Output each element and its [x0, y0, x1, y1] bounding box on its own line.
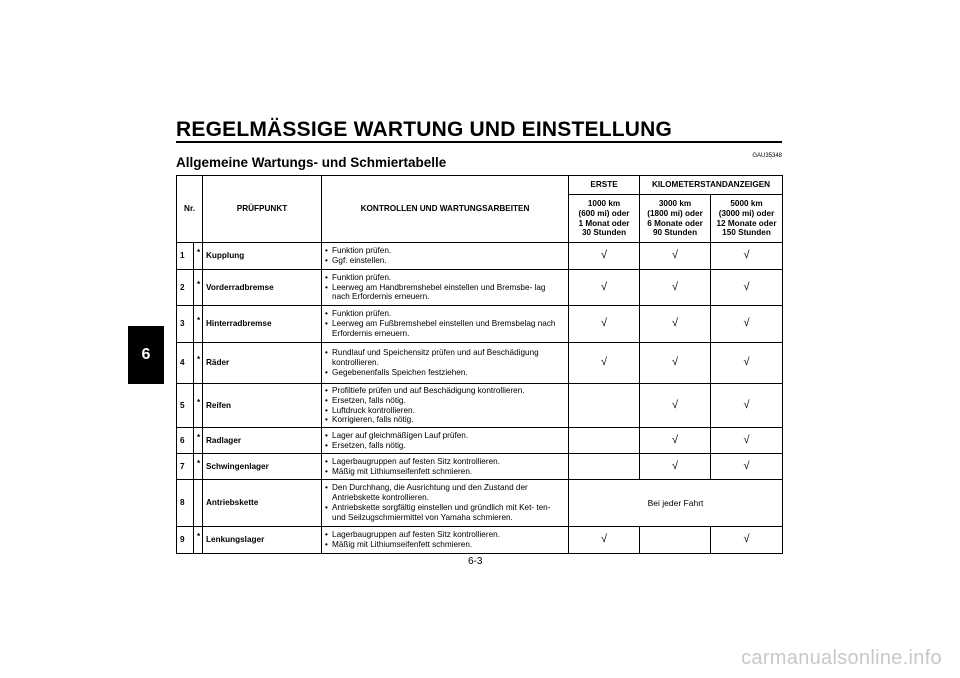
- row-number: 5: [177, 384, 194, 428]
- checkmark-icon: √: [743, 356, 750, 369]
- checkmark-icon: √: [600, 356, 608, 369]
- dealer-service-mark: [194, 428, 203, 454]
- check-mark-cell: [711, 306, 783, 343]
- dealer-service-mark: [194, 343, 203, 384]
- asterisk: *: [197, 432, 201, 442]
- checkmark-icon: √: [743, 249, 750, 262]
- checkmark-icon: √: [671, 280, 679, 293]
- asterisk: *: [197, 355, 201, 365]
- row-number: 4: [177, 343, 194, 384]
- interval-line: (3000 mi) oder: [718, 208, 775, 218]
- row-number: 2: [177, 270, 194, 306]
- check-mark-cell: [569, 243, 640, 270]
- chapter-tab: 6: [128, 326, 164, 384]
- check-list-cell: [322, 428, 569, 454]
- interval-line: 90 Stunden: [652, 228, 698, 238]
- check-mark-cell: [640, 306, 711, 343]
- dealer-service-mark: [194, 480, 203, 527]
- empty-interval-cell: [640, 527, 711, 554]
- check-mark-cell: [711, 454, 783, 480]
- checkmark-icon: √: [743, 398, 750, 411]
- empty-interval-cell: [569, 384, 640, 428]
- row-number: 6: [177, 428, 194, 454]
- checkmark-icon: √: [600, 280, 608, 293]
- check-item: • Den Durchhang, die Ausrichtung und den Zustand der Antriebskette kontrollieren.: [325, 483, 565, 503]
- asterisk: *: [197, 248, 201, 258]
- item-name: Kupplung: [203, 243, 322, 270]
- row-number: 1: [177, 243, 194, 270]
- check-list-cell: [322, 306, 569, 343]
- check-list: [325, 431, 565, 451]
- item-name: Lenkungslager: [203, 527, 322, 554]
- interval-line: 3000 km: [658, 198, 692, 208]
- header-nr: Nr.: [177, 176, 203, 243]
- item-name: Räder: [203, 343, 322, 384]
- check-item: • Antriebskette sorgfältig einstellen und gründlich mit Ket- ten- und Seilzugschmiermittel von Yamaha schmieren.: [325, 503, 565, 523]
- check-item: • Profiltiefe prüfen und auf Beschädigung kontrollieren.: [325, 386, 565, 396]
- check-list: [325, 457, 565, 477]
- check-item: • Leerweg am Handbremshebel einstellen und Bremsbe- lag nach Erfordernis erneuern.: [325, 283, 565, 303]
- check-item: • Mäßig mit Lithiumseifenfett schmieren.: [325, 467, 565, 477]
- checkmark-icon: √: [671, 398, 679, 411]
- maintenance-table: [176, 175, 783, 554]
- table-row: [177, 480, 783, 527]
- checkmark-icon: √: [671, 433, 679, 446]
- row-number: 9: [177, 527, 194, 554]
- interval-header: [569, 195, 640, 243]
- check-item: • Rundlauf und Speichensitz prüfen und auf Beschädigung kontrollieren.: [325, 348, 565, 368]
- item-name: Reifen: [203, 384, 322, 428]
- table-row: [177, 527, 783, 554]
- checkmark-icon: √: [600, 317, 608, 330]
- table-row: [177, 343, 783, 384]
- row-number: 3: [177, 306, 194, 343]
- interval-line: (600 mi) oder: [578, 208, 630, 218]
- item-name: Vorderradbremse: [203, 270, 322, 306]
- empty-interval-cell: [569, 428, 640, 454]
- asterisk: *: [197, 458, 201, 468]
- check-item: • Mäßig mit Lithiumseifenfett schmieren.: [325, 540, 565, 550]
- table-row: [177, 243, 783, 270]
- checkmark-icon: √: [671, 356, 679, 369]
- row-number: 8: [177, 480, 194, 527]
- header-odometer: KILOMETERSTANDANZEIGEN: [640, 176, 783, 195]
- asterisk: *: [197, 279, 201, 289]
- check-list-cell: [322, 243, 569, 270]
- check-list: [325, 483, 565, 522]
- checkmark-icon: √: [743, 317, 750, 330]
- check-item: • Lagerbaugruppen auf festen Sitz kontrollieren.: [325, 530, 565, 540]
- header-item: PRÜFPUNKT: [203, 176, 322, 243]
- check-mark-cell: [640, 454, 711, 480]
- checkmark-icon: √: [600, 249, 608, 262]
- check-mark-cell: [569, 270, 640, 306]
- header-initial: ERSTE: [569, 176, 640, 195]
- table-row: [177, 454, 783, 480]
- check-mark-cell: [640, 384, 711, 428]
- checkmark-icon: √: [600, 533, 608, 546]
- checkmark-icon: √: [671, 249, 679, 262]
- item-name: Hinterradbremse: [203, 306, 322, 343]
- interval-line: 6 Monate oder: [647, 218, 703, 228]
- row-number: 7: [177, 454, 194, 480]
- check-mark-cell: [711, 270, 783, 306]
- asterisk: *: [197, 532, 201, 542]
- check-list-cell: [322, 454, 569, 480]
- check-mark-cell: [640, 270, 711, 306]
- interval-header: [711, 195, 783, 243]
- dealer-service-mark: [194, 454, 203, 480]
- dealer-service-mark: [194, 270, 203, 306]
- asterisk: *: [197, 316, 201, 326]
- table-row: [177, 306, 783, 343]
- check-mark-cell: [711, 527, 783, 554]
- interval-header: [640, 195, 711, 243]
- item-name: Antriebskette: [203, 480, 322, 527]
- checkmark-icon: √: [671, 317, 679, 330]
- checkmark-icon: √: [671, 459, 679, 472]
- dealer-service-mark: [194, 384, 203, 428]
- item-name: Schwingenlager: [203, 454, 322, 480]
- check-list: [325, 386, 565, 425]
- check-list: [325, 530, 565, 550]
- check-mark-cell: [711, 243, 783, 270]
- checkmark-icon: √: [743, 533, 750, 546]
- empty-interval-cell: [569, 454, 640, 480]
- check-list-cell: [322, 527, 569, 554]
- check-mark-cell: [711, 343, 783, 384]
- header-rule: [176, 141, 782, 143]
- table-row: [177, 384, 783, 428]
- check-item: • Luftdruck kontrollieren.: [325, 406, 565, 416]
- check-item: • Funktion prüfen.: [325, 246, 565, 256]
- check-item: • Funktion prüfen.: [325, 309, 565, 319]
- checkmark-icon: √: [743, 280, 750, 293]
- check-mark-cell: [640, 243, 711, 270]
- check-mark-cell: [569, 306, 640, 343]
- interval-line: 5000 km: [730, 198, 763, 208]
- table-row: [177, 270, 783, 306]
- dealer-service-mark: [194, 243, 203, 270]
- check-mark-cell: [640, 343, 711, 384]
- check-list-cell: [322, 480, 569, 527]
- asterisk: *: [197, 397, 201, 407]
- check-list-cell: [322, 343, 569, 384]
- check-mark-cell: [711, 384, 783, 428]
- doc-code: GAU35348: [752, 153, 782, 159]
- interval-line: 30 Stunden: [581, 228, 627, 238]
- watermark: carmanualsonline.info: [741, 647, 942, 669]
- check-list-cell: [322, 270, 569, 306]
- check-mark-cell: [640, 428, 711, 454]
- checkmark-icon: √: [743, 433, 750, 446]
- table-body: [177, 243, 783, 554]
- interval-line: 150 Stunden: [722, 228, 771, 238]
- check-mark-cell: [569, 527, 640, 554]
- check-item: • Ggf. einstellen.: [325, 256, 565, 266]
- checkmark-icon: √: [743, 459, 750, 472]
- check-item: • Lagerbaugruppen auf festen Sitz kontrollieren.: [325, 457, 565, 467]
- check-item: • Korrigieren, falls nötig.: [325, 415, 565, 425]
- check-list: [325, 309, 565, 339]
- interval-note: Bei jeder Fahrt: [569, 480, 783, 527]
- table-row: [177, 428, 783, 454]
- page-number: 6-3: [468, 556, 483, 567]
- check-item: • Ersetzen, falls nötig.: [325, 441, 565, 451]
- dealer-service-mark: [194, 306, 203, 343]
- check-item: • Leerweg am Fußbremshebel einstellen und Bremsbelag nach Erfordernis erneuern.: [325, 319, 565, 339]
- page-title: REGELMÄSSIGE WARTUNG UND EINSTELLUNG: [176, 118, 673, 141]
- interval-line: 12 Monate oder: [716, 218, 777, 228]
- check-item: • Ersetzen, falls nötig.: [325, 396, 565, 406]
- header-checks: KONTROLLEN UND WARTUNGSARBEITEN: [322, 176, 569, 243]
- interval-line: 1000 km: [587, 198, 621, 208]
- item-name: Radlager: [203, 428, 322, 454]
- check-item: • Funktion prüfen.: [325, 273, 565, 283]
- check-list: [325, 273, 565, 303]
- interval-line: (1800 mi) oder: [647, 208, 703, 218]
- check-list-cell: [322, 384, 569, 428]
- interval-line: 1 Monat oder: [578, 218, 630, 228]
- check-list: [325, 246, 565, 266]
- check-mark-cell: [711, 428, 783, 454]
- check-list: [325, 348, 565, 378]
- check-mark-cell: [569, 343, 640, 384]
- section-title: Allgemeine Wartungs- und Schmiertabelle: [176, 155, 447, 170]
- dealer-service-mark: [194, 527, 203, 554]
- check-item: • Gegebenenfalls Speichen festziehen.: [325, 368, 565, 378]
- check-item: • Lager auf gleichmäßigen Lauf prüfen.: [325, 431, 565, 441]
